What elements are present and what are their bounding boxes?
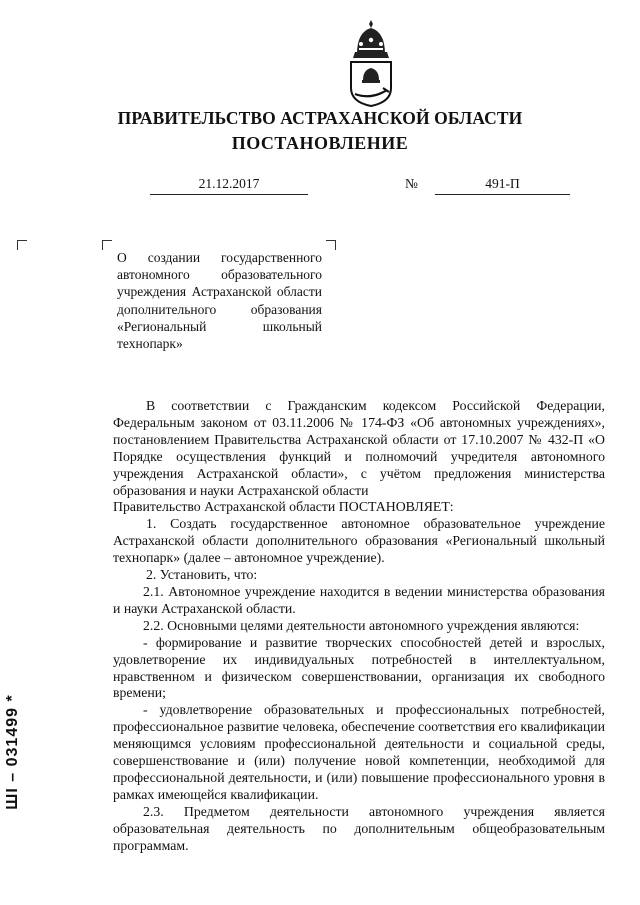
bullet-2: - удовлетворение образовательных и профессиональных потребностей, профессиональное развитие человека, обеспечение соответствия его квалификации меняющимся условиям профессиональной деятельности и социальной среды, совершенствование и (или) получение новой компетенции, необходимой для профессиональной деятельности, и (или) повышение профессионального уровня в рамках имеющейся квалификации. <box>113 702 605 802</box>
item-2-1: 2.1. Автономное учреждение находится в ведении министерства образования и науки Астраханской области. <box>113 583 605 616</box>
decree-line: Правительство Астраханской области ПОСТАНОВЛЯЕТ: <box>113 499 454 515</box>
preamble-paragraph: В соответствии с Гражданским кодексом Российской Федерации, Федеральным законом от 03.11.2006 № 174-ФЗ «Об автономных учреждениях», постановлением Правительства Астраханской области от 17.10.2007 № 432-П «О Порядке осуществления функций и полномочий учредителя автономного учреждения Астраханской области», с учётом предложения министерства образования и науки Астраханской области <box>113 398 605 498</box>
bullet-1: - формирование и развитие творческих способностей детей и взрослых, удовлетворение их индивидуальных потребностей в интеллектуальном, нравственном и физическом совершенствовании, организация их свободного времени; <box>113 634 605 701</box>
side-registration-code: ШI – 031499 * <box>4 694 21 810</box>
item-2-2: 2.2. Основными целями деятельности автономного учреждения являются: <box>143 617 580 633</box>
document-type-title: ПОСТАНОВЛЕНИЕ <box>231 133 409 153</box>
document-number: 491-П <box>435 176 570 195</box>
organization-title: ПРАВИТЕЛЬСТВО АСТРАХАНСКОЙ ОБЛАСТИ <box>117 108 523 128</box>
document-body <box>113 398 605 854</box>
document-number-field <box>405 176 570 194</box>
corner-mark-subject-left <box>102 240 112 250</box>
coat-of-arms-icon <box>345 18 397 108</box>
corner-mark-subject-right <box>326 240 336 250</box>
document-date: 21.12.2017 <box>150 176 308 195</box>
document-subject: О создании государственного автономного образовательного учреждения Астраханской области дополнительного образования «Региональный школьный технопарк» <box>117 250 322 352</box>
item-2: 2. Установить, что: <box>146 567 258 583</box>
corner-mark-left <box>17 240 27 250</box>
item-1: 1. Создать государственное автономное образовательное учреждение Астраханской области дополнительного образования «Региональный школьный технопарк» (далее – автономное учреждение). <box>113 516 605 566</box>
item-2-3: 2.3. Предметом деятельности автономного учреждения является образовательная деятельность по дополнительным общеобразовательным программам. <box>113 803 605 853</box>
number-sign: № <box>405 176 418 191</box>
